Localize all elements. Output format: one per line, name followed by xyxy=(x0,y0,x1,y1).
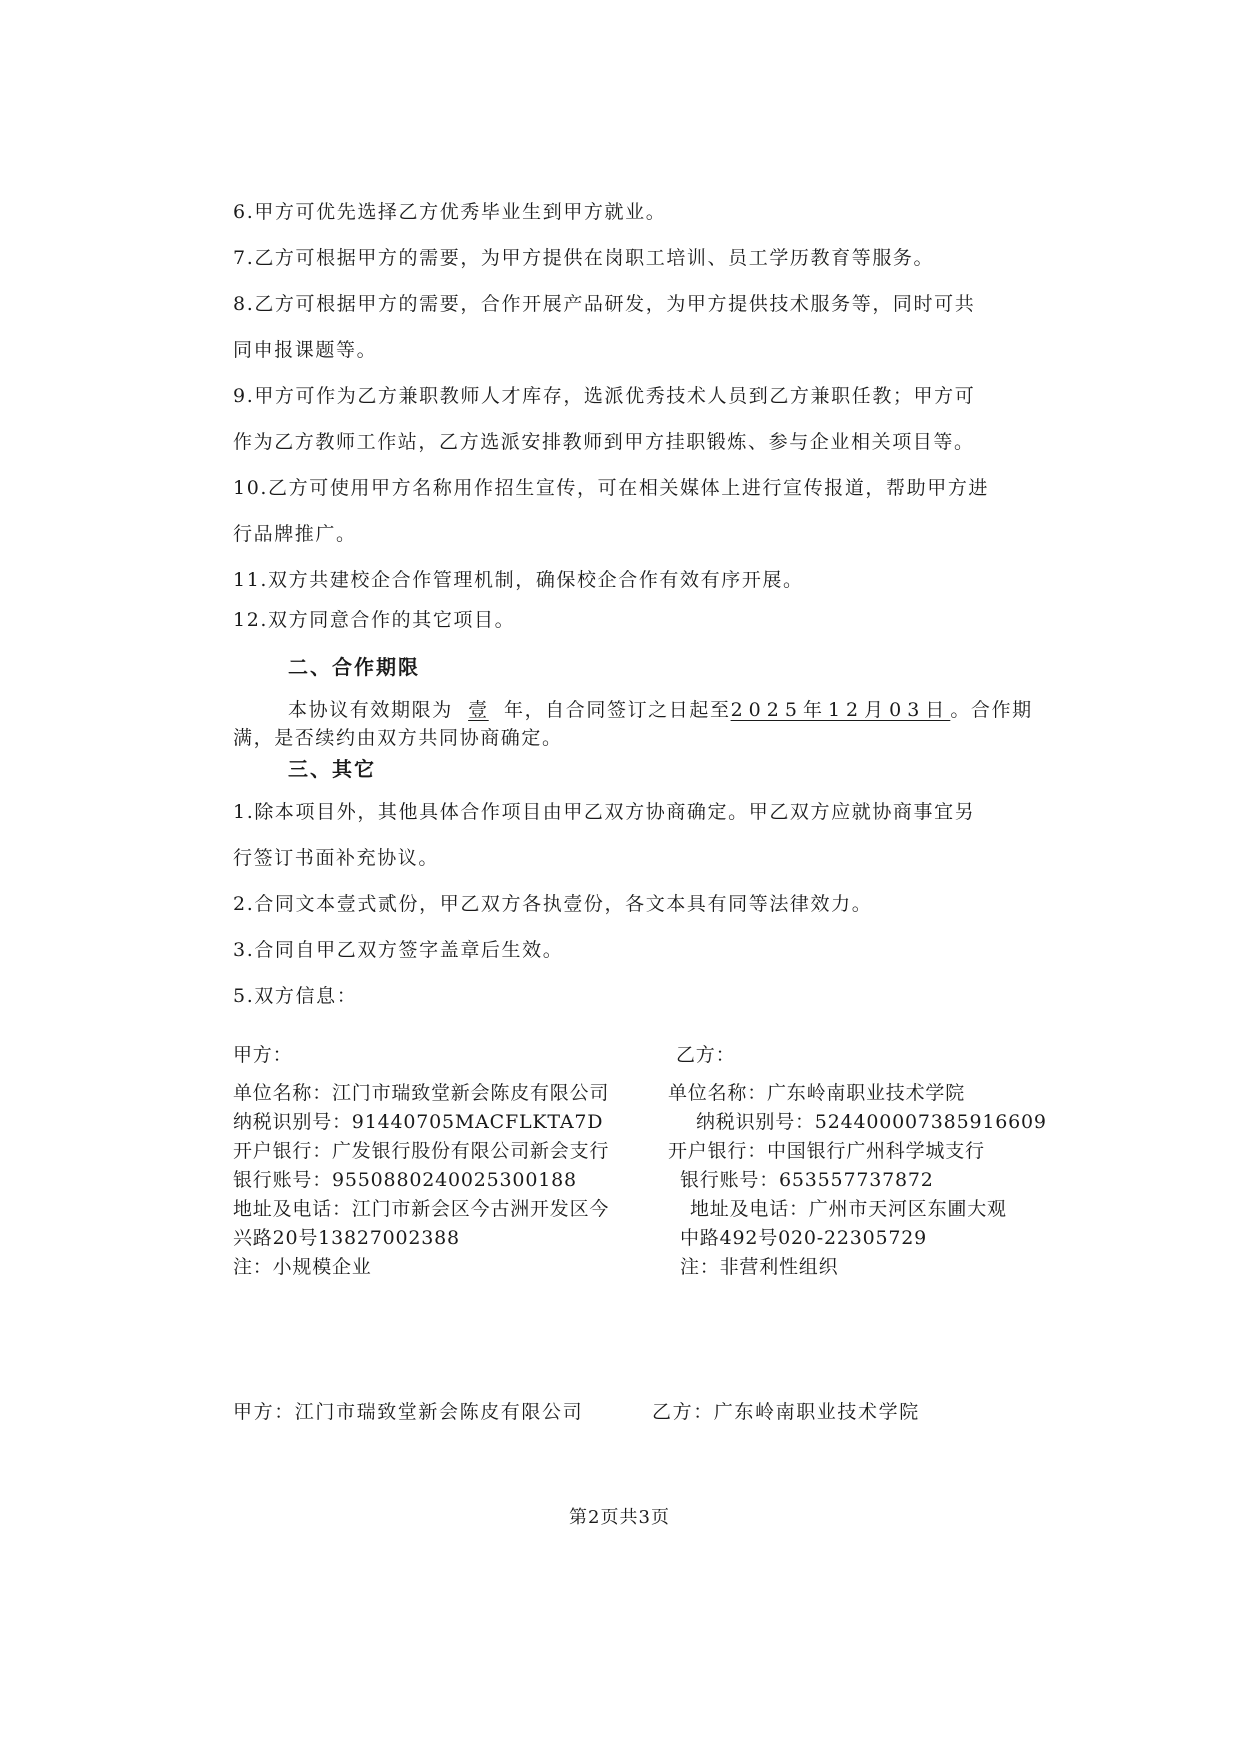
party-a-address-line-2: 兴路20号13827002388 xyxy=(233,1227,460,1249)
term-paragraph-line-2: 满，是否续约由双方共同协商确定。 xyxy=(233,727,563,749)
party-a-tax-id: 纳税识别号：91440705MACFLKTA7D xyxy=(233,1111,604,1133)
item-9-line-2: 作为乙方教师工作站，乙方选派安排教师到甲方挂职锻炼、参与企业相关项目等。 xyxy=(233,431,975,453)
signature-party-b: 乙方：广东岭南职业技术学院 xyxy=(652,1401,920,1423)
party-a-name: 单位名称：江门市瑞致堂新会陈皮有限公司 xyxy=(233,1082,610,1104)
party-b-address-line-1: 地址及电话：广州市天河区东圃大观 xyxy=(690,1198,1007,1220)
section-3-heading: 三、其它 xyxy=(288,757,376,781)
item-12: 12.双方同意合作的其它项目。 xyxy=(233,609,516,631)
item-8-line-2: 同申报课题等。 xyxy=(233,339,378,361)
other-item-5: 5.双方信息： xyxy=(233,985,358,1007)
party-a-note: 注：小规模企业 xyxy=(233,1256,372,1278)
term-years: 壹 xyxy=(468,699,489,721)
party-a-account: 银行账号：9550880240025300188 xyxy=(233,1169,577,1191)
signature-party-a: 甲方：江门市瑞致堂新会陈皮有限公司 xyxy=(233,1401,584,1423)
item-8-line-1: 8.乙方可根据甲方的需要，合作开展产品研发，为甲方提供技术服务等，同时可共 xyxy=(233,293,976,315)
section-2-heading: 二、合作期限 xyxy=(288,655,420,679)
party-a-address-line-1: 地址及电话：江门市新会区今古洲开发区今 xyxy=(233,1198,610,1220)
party-b-name: 单位名称：广东岭南职业技术学院 xyxy=(668,1082,966,1104)
party-b-note: 注：非营利性组织 xyxy=(680,1256,839,1278)
other-item-3: 3.合同自甲乙双方签字盖章后生效。 xyxy=(233,939,564,961)
item-10-line-1: 10.乙方可使用甲方名称用作招生宣传，可在相关媒体上进行宣传报道，帮助甲方进 xyxy=(233,477,990,499)
party-b-address-line-2: 中路492号020-22305729 xyxy=(680,1227,928,1249)
item-6: 6.甲方可优先选择乙方优秀毕业生到甲方就业。 xyxy=(233,201,667,223)
party-b-tax-id: 纳税识别号：524400007385916609 xyxy=(696,1111,1047,1133)
item-7: 7.乙方可根据甲方的需要，为甲方提供在岗职工培训、员工学历教育等服务。 xyxy=(233,247,935,269)
page-number: 第2页共3页 xyxy=(569,1507,670,1528)
party-a-bank: 开户银行：广发银行股份有限公司新会支行 xyxy=(233,1140,610,1162)
item-10-line-2: 行品牌推广。 xyxy=(233,523,357,545)
other-item-1-line-2: 行签订书面补充协议。 xyxy=(233,847,440,869)
party-a-label: 甲方： xyxy=(233,1044,293,1066)
other-item-1-line-1: 1.除本项目外，其他具体合作项目由甲乙双方协商确定。甲乙双方应就协商事宜另 xyxy=(233,801,976,823)
term-text-c: 。合作期 xyxy=(950,699,1033,721)
party-b-label: 乙方： xyxy=(676,1044,736,1066)
term-end-date: 2025年12月03日 xyxy=(730,699,951,721)
party-b-bank: 开户银行：中国银行广州科学城支行 xyxy=(668,1140,985,1162)
party-b-account: 银行账号：653557737872 xyxy=(680,1169,934,1191)
term-paragraph-line-1 xyxy=(288,697,1033,723)
item-11: 11.双方共建校企合作管理机制，确保校企合作有效有序开展。 xyxy=(233,569,804,591)
term-text-a: 本协议有效期限为 xyxy=(288,699,453,721)
other-item-2: 2.合同文本壹式贰份，甲乙双方各执壹份，各文本具有同等法律效力。 xyxy=(233,893,873,915)
item-9-line-1: 9.甲方可作为乙方兼职教师人才库存，选派优秀技术人员到乙方兼职任教；甲方可 xyxy=(233,385,976,407)
term-text-b: 年，自合同签订之日起至 xyxy=(503,699,731,721)
